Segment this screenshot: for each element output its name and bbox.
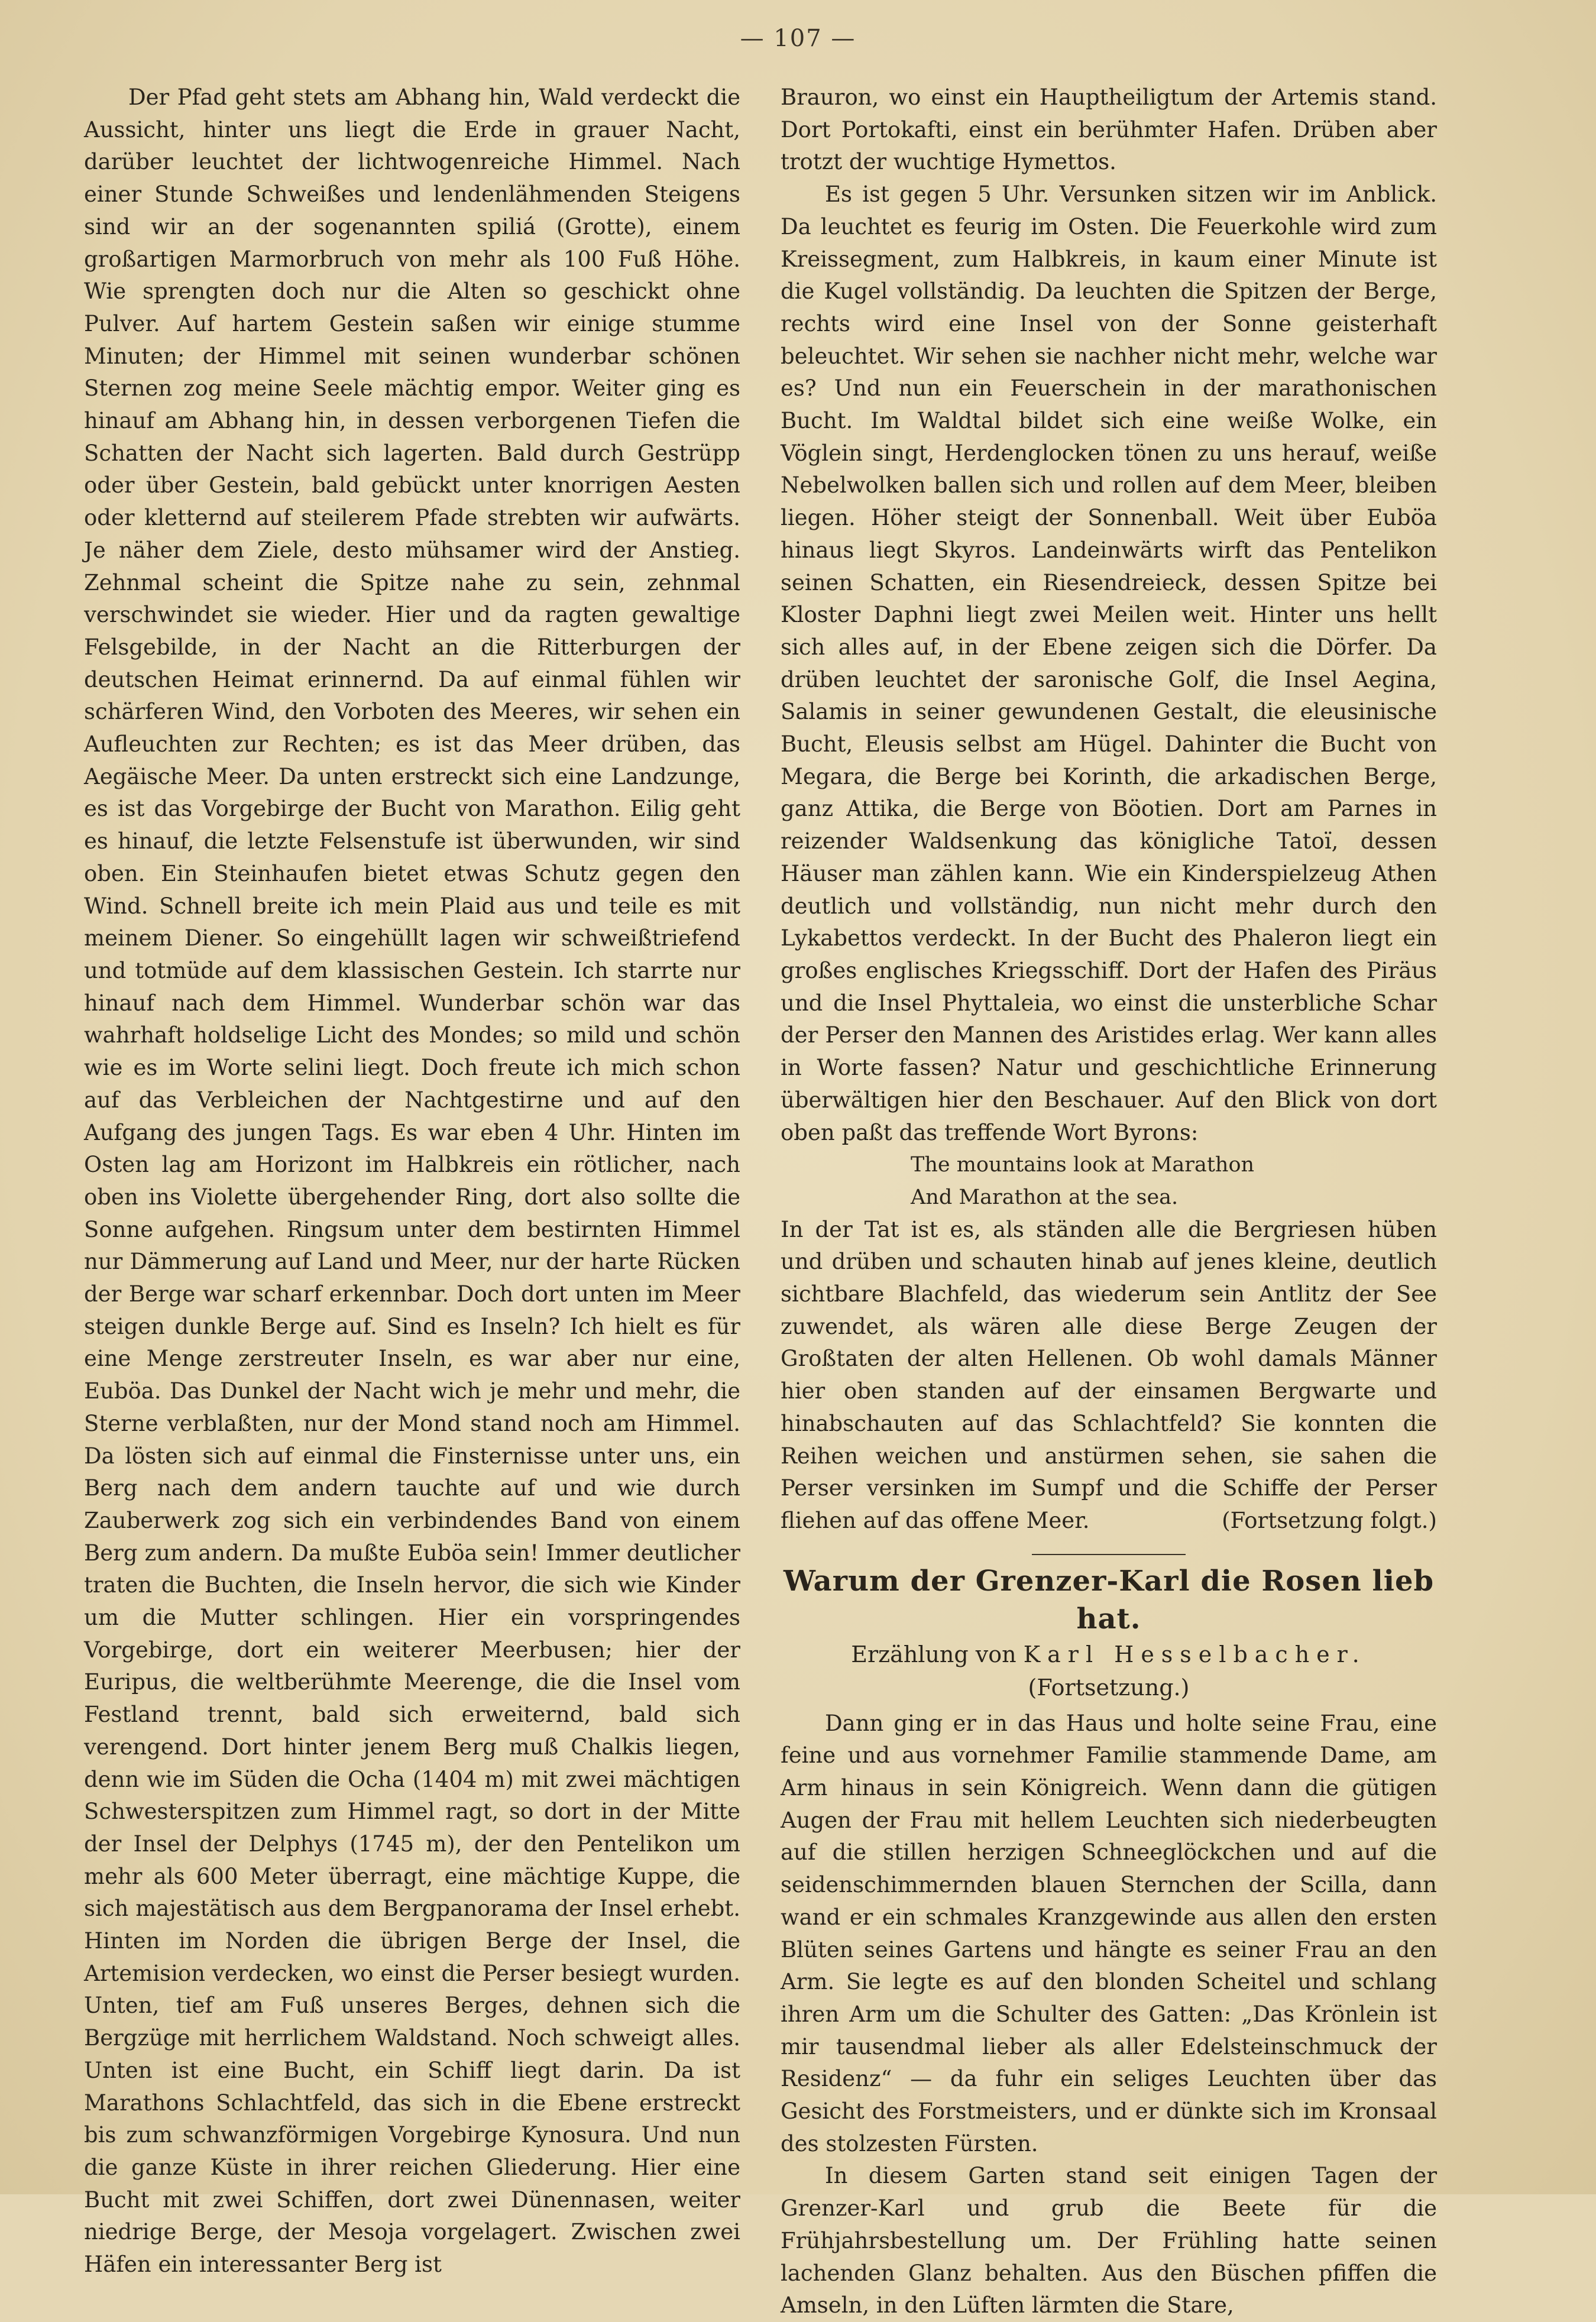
article-paragraph-right-1: Brauron, wo einst ein Hauptheiligtum der Artemis stand. Dort Portokafti, einst ein berühmter Hafen. Drüben aber trotzt der wuchtige Hymettos. (781, 85, 1437, 175)
article-paragraph-right-3-text: In der Tat ist es, als ständen alle die Bergriesen hüben und drüben und schauten hinab auf jenes kleine, deutlich sichtbare Blachfeld, das wiederum sein Antlitz der See zuwendet, als wären alle diese Berge Zeugen der Großtaten der alten Hellenen. Ob wohl damals Männer hier oben standen auf der einsamen Bergwarte und hinabschauten auf das Schlachtfeld? Sie konnten die Reihen weichen und anstürmen sehen, sie sahen die Perser versinken im Sumpf und die Schiffe der Perser fliehen auf das offene Meer. (781, 1216, 1437, 1533)
to-be-continued-note: (Fortsetzung folgt.) (1222, 1507, 1437, 1533)
byron-verse-line-1: The mountains look at Marathon (911, 1153, 1255, 1177)
story-author (781, 1638, 1437, 1671)
article-paragraph-right-2: Es ist gegen 5 Uhr. Versunken sitzen wir im Anblick. Da leuchtet es feurig im Osten. Die Feuerkohle wird zum Kreissegment, zum Halbkreis, in kaum einer Minute ist die Kugel vollständig. Da leuchten die Spitzen der Berge, rechts wird eine Insel von der Sonne geisterhaft beleuchtet. Wir sehen sie nachher nicht mehr, welche war es? Und nun ein Feuerschein in der marathonischen Bucht. Im Waldtal bildet sich eine weiße Wolke, ein Vöglein singt, Herdenglocken tönen zu uns herauf, weiße Nebelwolken ballen sich und rollen auf dem Meer, bleiben liegen. Höher steigt der Sonnenball. Weit über Euböa hinaus liegt Skyros. Landeinwärts wirft das Pentelikon seinen Schatten, ein Riesendreieck, dessen Spitze bei Kloster Daphni liegt zwei Meilen weit. Hinter uns hellt sich alles auf, in der Ebene zeigen sich die Dörfer. Da drüben leuchtet der saronische Golf, die Insel Aegina, Salamis in seiner gewundenen Gestalt, die eleusinische Bucht, Eleusis selbst am Hügel. Dahinter die Bucht von Megara, die Berge bei Korinth, die arkadischen Berge, ganz Attika, die Berge von Böotien. Dort am Parnes in reizender Waldsenkung das königliche Tatoï, dessen Häuser man zählen kann. Wie ein Kinderspielzeug Athen deutlich und vollständig, nun nicht mehr durch den Lykabettos verdeckt. In der Bucht des Phaleron liegt ein großes englisches Kriegsschiff. Dort der Hafen des Piräus und die Insel Phyttaleia, wo einst die unsterbliche Schar der Perser den Mannen des Aristides erlag. Wer kann alles in Worte fassen? Natur und geschichtliche Erinnerung überwältigen hier den Beschauer. Auf den Blick von dort oben paßt das treffende Wort Byrons: (781, 182, 1437, 1145)
story-continuation-label: (Fortsetzung.) (1028, 1674, 1190, 1701)
story-paragraph-1: Dann ging er in das Haus und holte seine Frau, eine feine und aus vornehmer Familie stammende Dame, am Arm hinaus in sein Königreich. Wenn dann die gütigen Augen der Frau mit hellem Leuchten sich niederbeugten auf die stillen herzigen Schneeglöckchen und auf die seidenschimmernden blauen Sternchen der Scilla, dann wand er ein schmales Kranzgewinde aus allen den ersten Blüten seines Gartens und hängte es seiner Frau an den Arm. Sie legte es auf den blonden Scheitel und schlang ihren Arm um die Schulter des Gatten: „Das Krönlein ist mir tausendmal lieber als aller Edelsteinschmuck der Residenz“ — da fuhr ein seliges Leuchten über das Gesicht des Forstmeisters, und er dünkte sich im Kronsaal des stolzesten Fürsten. (781, 1710, 1437, 2156)
right-column (781, 82, 1437, 2322)
section-divider (1032, 1554, 1186, 1555)
byron-verse-line-2: And Marathon at the sea. (911, 1185, 1179, 1209)
story-title: Warum der Grenzer-Karl die Rosen lieb hat. (783, 1564, 1435, 1636)
article-paragraph-right-3 (781, 1214, 1437, 1537)
page-number: — 107 — (740, 25, 856, 52)
story-paragraph-2: In diesem Garten stand seit einigen Tagen der Grenzer-Karl und grub die Beete für die Frühjahrsbestellung um. Der Frühling hatte seinen lachenden Glanz behalten. Aus den Büschen pfiffen die Amseln, in den Lüften lärmten die Stare, (781, 2163, 1437, 2318)
left-column (84, 82, 740, 2281)
story-author-prefix: Erzählung von (851, 1641, 1016, 1667)
article-paragraph-left: Der Pfad geht stets am Abhang hin, Wald verdeckt die Aussicht, hinter uns liegt die Erde in grauer Nacht, darüber leuchtet der lichtwogenreiche Himmel. Nach einer Stunde Schweißes und lendenlähmenden Steigens sind wir an der sogenannten spiliá (Grotte), einem großartigen Marmorbruch von mehr als 100 Fuß Höhe. Wie sprengten doch nur die Alten so geschickt ohne Pulver. Auf hartem Gestein saßen wir einige stumme Minuten; der Himmel mit seinen wunderbar schönen Sternen zog meine Seele mächtig empor. Weiter ging es hinauf am Abhang hin, in dessen verborgenen Tiefen die Schatten der Nacht sich lagerten. Bald durch Gestrüpp oder über Gestein, bald gebückt unter knorrigen Aesten oder kletternd auf steilerem Pfade strebten wir aufwärts. Je näher dem Ziele, desto mühsamer wird der Anstieg. Zehnmal scheint die Spitze nahe zu sein, zehnmal verschwindet sie wieder. Hier und da ragten gewaltige Felsgebilde, in der Nacht an die Ritterburgen der deutschen Heimat erinnernd. Da auf einmal fühlen wir schärferen Wind, den Vorboten des Meeres, wir sehen ein Aufleuchten zur Rechten; es ist das Meer drüben, das Aegäische Meer. Da unten erstreckt sich eine Landzunge, es ist das Vorgebirge der Bucht von Marathon. Eilig geht es hinauf, die letzte Felsenstufe ist überwunden, wir sind oben. Ein Steinhaufen bietet etwas Schutz gegen den Wind. Schnell breite ich mein Plaid aus und teile es mit meinem Diener. So eingehüllt lagen wir schweißtriefend und totmüde auf dem klassischen Gestein. Ich starrte nur hinauf nach dem Himmel. Wunderbar schön war das wahrhaft holdselige Licht des Mondes; so mild und schön wie es im Worte selini liegt. Doch freute ich mich schon auf das Verbleichen der Nachtgestirne und auf den Aufgang des jungen Tags. Es war eben 4 Uhr. Hinten im Osten lag am Horizont im Halbkreis ein rötlicher, nach oben ins Violette übergehender Ring, dort also sollte die Sonne aufgehen. Ringsum unter dem bestirnten Himmel nur Dämmerung auf Land und Meer, nur der harte Rücken der Berge war scharf erkennbar. Doch dort unten im Meer steigen dunkle Berge auf. Sind es Inseln? Ich hielt es für eine Menge zerstreuter Inseln, es war aber nur eine, Euböa. Das Dunkel der Nacht wich je mehr und mehr, die Sterne verblaßten, nur der Mond stand noch am Himmel. Da lösten sich auf einmal die Finsternisse unter uns, ein Berg nach dem andern tauchte auf und wie durch Zauberwerk zog sich ein verbindendes Band von einem Berg zum andern. Da mußte Euböa sein! Immer deutlicher traten die Buchten, die Inseln hervor, die sich wie Kinder um die Mutter schlingen. Hier ein vorspringendes Vorgebirge, dort ein weiterer Meerbusen; hier der Euripus, die weltberühmte Meerenge, die die Insel vom Festland trennt, bald sich erweiternd, bald sich verengend. Dort hinter jenem Berg muß Chalkis liegen, denn wie im Süden die Ocha (1404 m) mit zwei mächtigen Schwesterspitzen zum Himmel ragt, so dort in der Mitte der Insel der Delphys (1745 m), der den Pentelikon um mehr als 600 Meter überragt, eine mächtige Kuppe, die sich majestätisch aus dem Bergpanorama der Insel erhebt. Hinten im Norden die übrigen Berge der Insel, die Artemision verdecken, wo einst die Perser besiegt wurden. Unten, tief am Fuß unseres Berges, dehnen sich die Bergzüge mit herrlichem Waldstand. Noch schweigt alles. Unten ist eine Bucht, ein Schiff liegt darin. Da ist Marathons Schlachtfeld, das sich in die Ebene erstreckt bis zum schwanzförmigen Vorgebirge Kynosura. Und nun die ganze Küste in ihrer reichen Gliederung. Hier eine Bucht mit zwei Schiffen, dort zwei Dünennasen, weiter niedrige Berge, der Mesoja vorgelagert. Zwischen zwei Häfen ein interessanter Berg ist (84, 85, 740, 2278)
story-author-name: Karl Hesselbacher. (1023, 1641, 1367, 1667)
